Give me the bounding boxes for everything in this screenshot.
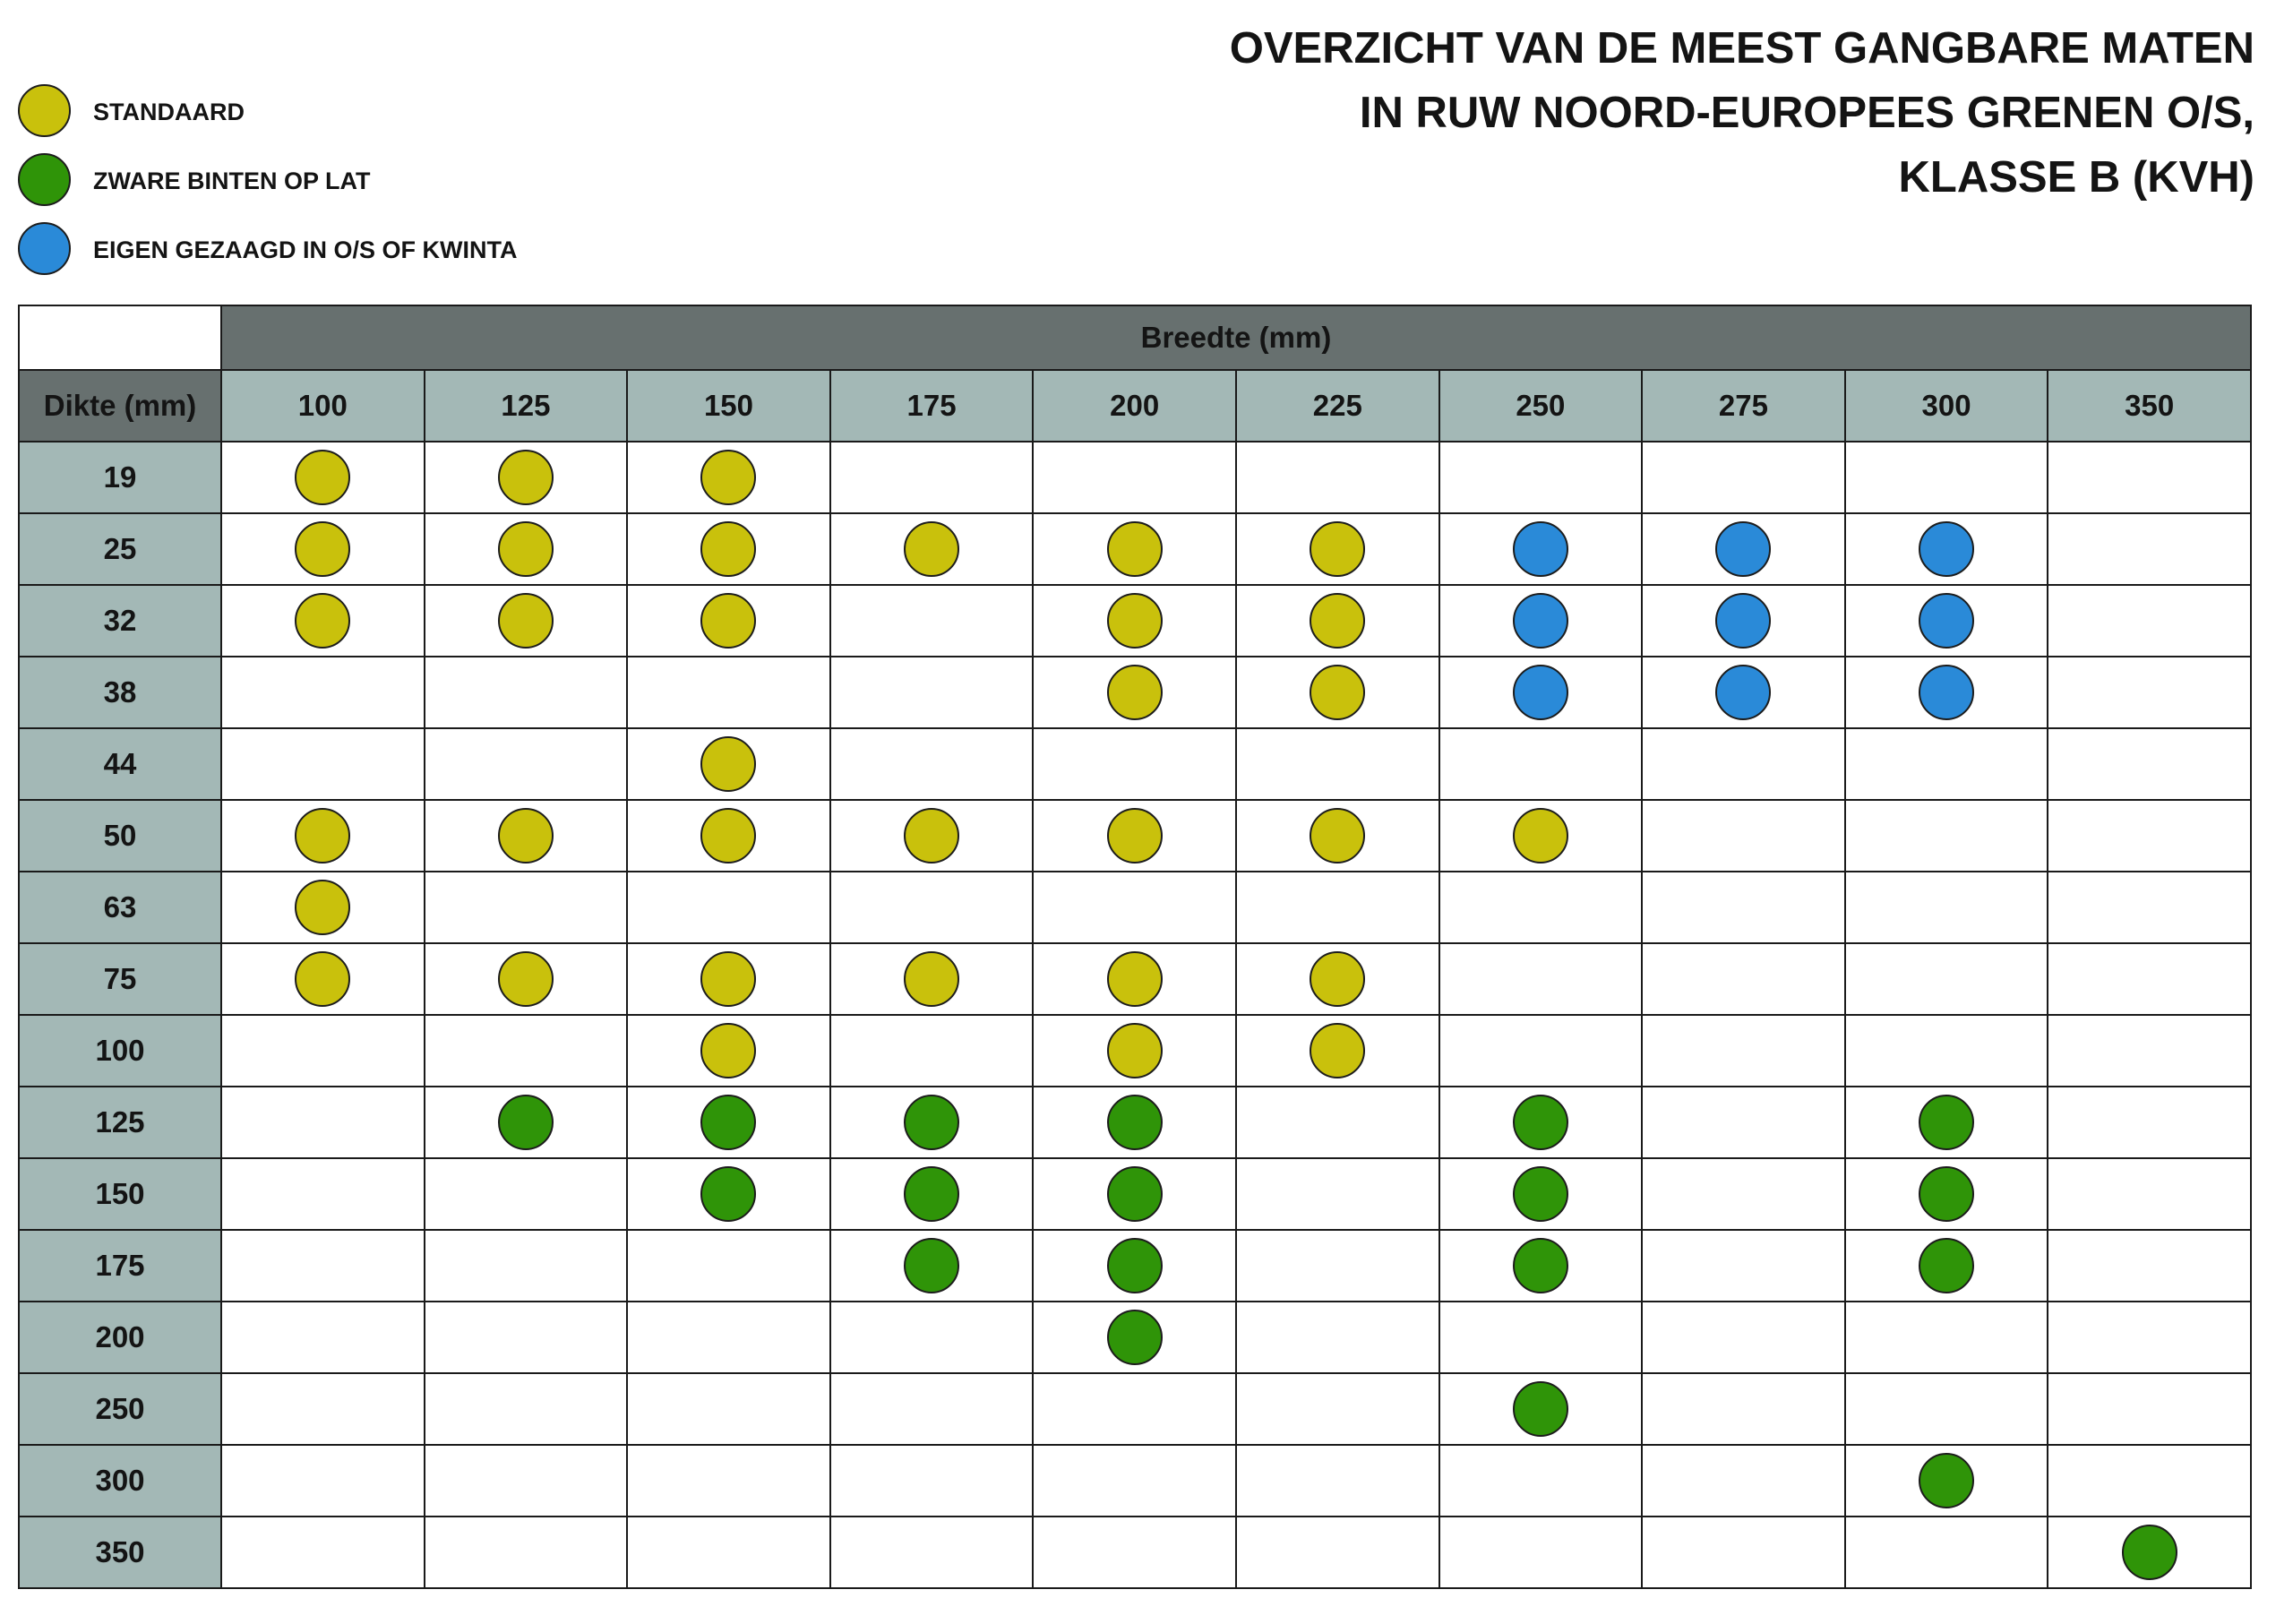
- table-cell: [1642, 1373, 1845, 1445]
- eigen-dot-icon: [1513, 665, 1568, 720]
- eigen-dot-icon: [1715, 665, 1771, 720]
- standaard-dot-icon: [295, 450, 350, 505]
- table-cell: [1845, 585, 2048, 657]
- dikte-label: 19: [19, 442, 221, 513]
- table-cell: [1642, 1230, 1845, 1302]
- zwaar-dot-icon: [1513, 1095, 1568, 1150]
- table-cell: [830, 872, 1034, 943]
- table-cell: [1642, 657, 1845, 728]
- table-cell: [1236, 943, 1439, 1015]
- table-row: [19, 657, 2251, 728]
- table-cell: [1033, 872, 1236, 943]
- table-cell: [1236, 1087, 1439, 1158]
- table-cell: [1236, 442, 1439, 513]
- table-cell: [627, 872, 830, 943]
- eigen-dot-icon: [1715, 593, 1771, 649]
- table-cell: [1642, 1445, 1845, 1517]
- eigen-dot-icon: [1513, 521, 1568, 577]
- dikte-label: 50: [19, 800, 221, 872]
- table-cell: [830, 1158, 1034, 1230]
- table-cell: [221, 800, 425, 872]
- zwaar-dot-icon: [1513, 1166, 1568, 1222]
- table-cell: [1439, 1230, 1643, 1302]
- standaard-dot-icon: [700, 450, 756, 505]
- zwaar-dot-icon: [498, 1095, 554, 1150]
- table-cell: [1236, 1230, 1439, 1302]
- zwaar-dot-icon: [1107, 1238, 1163, 1293]
- table-cell: [1845, 872, 2048, 943]
- table-cell: [2048, 1015, 2251, 1087]
- table-row: [19, 1302, 2251, 1373]
- table-cell: [1439, 1087, 1643, 1158]
- table-cell: [1236, 1302, 1439, 1373]
- table-cell: [1642, 585, 1845, 657]
- table-cell: [425, 1373, 628, 1445]
- legend-label: STANDAARD: [93, 99, 245, 125]
- table-cell: [1236, 1015, 1439, 1087]
- legend-label: EIGEN GEZAAGD IN O/S OF KWINTA: [93, 236, 518, 263]
- table-cell: [221, 513, 425, 585]
- width-header-275: 275: [1642, 370, 1845, 442]
- table-cell: [221, 657, 425, 728]
- table-cell: [1845, 1087, 2048, 1158]
- table-cell: [830, 1517, 1034, 1588]
- table-cell: [830, 728, 1034, 800]
- standaard-dot-icon: [498, 593, 554, 649]
- table-cell: [830, 442, 1034, 513]
- table-cell: [425, 800, 628, 872]
- standaard-dot-icon: [1310, 521, 1365, 577]
- zwaar-dot-icon: [1513, 1238, 1568, 1293]
- dikte-label: 32: [19, 585, 221, 657]
- table-cell: [1236, 872, 1439, 943]
- table-cell: [2048, 513, 2251, 585]
- table-cell: [1642, 1302, 1845, 1373]
- table-cell: [221, 442, 425, 513]
- dikte-label: 200: [19, 1302, 221, 1373]
- table-cell: [1033, 1158, 1236, 1230]
- table-cell: [1642, 800, 1845, 872]
- standaard-dot-icon: [700, 1023, 756, 1078]
- eigen-dot-icon: [1513, 593, 1568, 649]
- table-cell: [830, 1087, 1034, 1158]
- standaard-dot-icon: [1310, 808, 1365, 864]
- table-cell: [1033, 1230, 1236, 1302]
- zwaar-dot-icon: [1919, 1095, 1974, 1150]
- table-cell: [2048, 1230, 2251, 1302]
- table-cell: [1845, 442, 2048, 513]
- dikte-label: 125: [19, 1087, 221, 1158]
- table-cell: [1845, 1158, 2048, 1230]
- breedte-header: Breedte (mm): [221, 305, 2251, 370]
- table-cell: [1236, 1158, 1439, 1230]
- dikte-label: 150: [19, 1158, 221, 1230]
- table-cell: [627, 1445, 830, 1517]
- table-row: [19, 1087, 2251, 1158]
- table-cell: [1236, 657, 1439, 728]
- table-cell: [1033, 1087, 1236, 1158]
- table-cell: [425, 585, 628, 657]
- width-header-250: 250: [1439, 370, 1643, 442]
- table-cell: [1845, 1373, 2048, 1445]
- zwaar-dot-icon: [700, 1095, 756, 1150]
- standaard-dot-icon: [1107, 1023, 1163, 1078]
- table-cell: [2048, 1158, 2251, 1230]
- table-cell: [830, 585, 1034, 657]
- standaard-dot-icon: [700, 808, 756, 864]
- dikte-label: 350: [19, 1517, 221, 1588]
- zwaar-dot-icon: [1919, 1238, 1974, 1293]
- table-cell: [221, 1445, 425, 1517]
- zwaar-dot-icon: [700, 1166, 756, 1222]
- table-cell: [627, 800, 830, 872]
- table-cell: [627, 585, 830, 657]
- legend-dot-standaard-icon: [18, 84, 71, 137]
- dikte-label: 175: [19, 1230, 221, 1302]
- table-row: [19, 728, 2251, 800]
- eigen-dot-icon: [1919, 521, 1974, 577]
- eigen-dot-icon: [1715, 521, 1771, 577]
- table-cell: [1439, 1373, 1643, 1445]
- table-cell: [1439, 442, 1643, 513]
- table-cell: [1642, 872, 1845, 943]
- standaard-dot-icon: [295, 880, 350, 935]
- table-cell: [1845, 728, 2048, 800]
- table-cell: [1642, 728, 1845, 800]
- legend-label: ZWARE BINTEN OP LAT: [93, 168, 371, 194]
- table-cell: [425, 1517, 628, 1588]
- table-cell: [221, 943, 425, 1015]
- dikte-label: 75: [19, 943, 221, 1015]
- table-cell: [2048, 1087, 2251, 1158]
- table-cell: [627, 1230, 830, 1302]
- table-cell: [2048, 585, 2251, 657]
- width-header-150: 150: [627, 370, 830, 442]
- table-cell: [1236, 800, 1439, 872]
- table-cell: [1845, 1517, 2048, 1588]
- width-header-225: 225: [1236, 370, 1439, 442]
- table-cell: [2048, 1517, 2251, 1588]
- table-cell: [425, 1158, 628, 1230]
- table-cell: [1033, 1517, 1236, 1588]
- table-cell: [1845, 943, 2048, 1015]
- table-cell: [1033, 800, 1236, 872]
- table-cell: [830, 513, 1034, 585]
- table-row: [19, 1517, 2251, 1588]
- table-cell: [1642, 442, 1845, 513]
- table-cell: [221, 1230, 425, 1302]
- table-cell: [221, 585, 425, 657]
- table-cell: [425, 1087, 628, 1158]
- standaard-dot-icon: [1310, 1023, 1365, 1078]
- dikte-header: Dikte (mm): [19, 370, 221, 442]
- legend-dot-zwaar-icon: [18, 153, 71, 206]
- standaard-dot-icon: [295, 521, 350, 577]
- table-row: [19, 585, 2251, 657]
- table-cell: [1845, 1230, 2048, 1302]
- table-cell: [425, 657, 628, 728]
- standaard-dot-icon: [295, 808, 350, 864]
- table-cell: [627, 1302, 830, 1373]
- standaard-dot-icon: [700, 736, 756, 792]
- standaard-dot-icon: [700, 593, 756, 649]
- standaard-dot-icon: [498, 521, 554, 577]
- table-cell: [627, 943, 830, 1015]
- table-cell: [1642, 1517, 1845, 1588]
- table-cell: [2048, 943, 2251, 1015]
- dikte-label: 300: [19, 1445, 221, 1517]
- table-cell: [1236, 513, 1439, 585]
- standaard-dot-icon: [295, 951, 350, 1007]
- page-title: [911, 16, 2254, 210]
- zwaar-dot-icon: [904, 1238, 959, 1293]
- table-row: [19, 800, 2251, 872]
- table-cell: [1439, 943, 1643, 1015]
- table-cell: [1033, 1445, 1236, 1517]
- table-cell: [2048, 800, 2251, 872]
- zwaar-dot-icon: [1919, 1166, 1974, 1222]
- table-cell: [425, 728, 628, 800]
- table-cell: [425, 442, 628, 513]
- table-cell: [425, 872, 628, 943]
- table-cell: [627, 1087, 830, 1158]
- table-row: [19, 1015, 2251, 1087]
- table-cell: [1642, 943, 1845, 1015]
- table-cell: [1642, 513, 1845, 585]
- title-line-3: KLASSE B (KVH): [1898, 153, 2254, 202]
- title-line-2: IN RUW NOORD-EUROPEES GRENEN O/S,: [1359, 89, 2254, 137]
- table-cell: [1033, 442, 1236, 513]
- table-cell: [830, 800, 1034, 872]
- table-cell: [1642, 1015, 1845, 1087]
- width-header-200: 200: [1033, 370, 1236, 442]
- width-header-300: 300: [1845, 370, 2048, 442]
- table-cell: [1439, 1302, 1643, 1373]
- table-cell: [627, 1015, 830, 1087]
- table-cell: [1845, 1445, 2048, 1517]
- table-cell: [1845, 1302, 2048, 1373]
- standaard-dot-icon: [700, 951, 756, 1007]
- standaard-dot-icon: [700, 521, 756, 577]
- table-cell: [221, 1373, 425, 1445]
- title-line-1: OVERZICHT VAN DE MEEST GANGBARE MATEN: [1229, 24, 2254, 73]
- standaard-dot-icon: [904, 951, 959, 1007]
- table-cell: [1439, 657, 1643, 728]
- table-row: [19, 943, 2251, 1015]
- eigen-dot-icon: [1919, 665, 1974, 720]
- table-cell: [425, 1445, 628, 1517]
- zwaar-dot-icon: [1107, 1095, 1163, 1150]
- table-cell: [2048, 872, 2251, 943]
- standaard-dot-icon: [1107, 951, 1163, 1007]
- standaard-dot-icon: [1107, 665, 1163, 720]
- table-row: [19, 1158, 2251, 1230]
- table-row: [19, 1230, 2251, 1302]
- standaard-dot-icon: [1107, 808, 1163, 864]
- table-cell: [627, 513, 830, 585]
- table-cell: [1033, 943, 1236, 1015]
- table-cell: [425, 1015, 628, 1087]
- table-cell: [830, 943, 1034, 1015]
- dikte-label: 250: [19, 1373, 221, 1445]
- table-cell: [627, 1158, 830, 1230]
- dikte-label: 63: [19, 872, 221, 943]
- table-cell: [1236, 1517, 1439, 1588]
- standaard-dot-icon: [1310, 951, 1365, 1007]
- table-cell: [830, 1373, 1034, 1445]
- zwaar-dot-icon: [904, 1095, 959, 1150]
- table-cell: [425, 1230, 628, 1302]
- width-header-100: 100: [221, 370, 425, 442]
- table-row: [19, 1373, 2251, 1445]
- table-cell: [1845, 513, 2048, 585]
- table-cell: [1033, 728, 1236, 800]
- table-cell: [2048, 1445, 2251, 1517]
- table-cell: [2048, 442, 2251, 513]
- table-cell: [1033, 657, 1236, 728]
- width-header-125: 125: [425, 370, 628, 442]
- table-cell: [1439, 585, 1643, 657]
- table-cell: [2048, 1373, 2251, 1445]
- table-cell: [627, 728, 830, 800]
- table-cell: [221, 728, 425, 800]
- dikte-label: 38: [19, 657, 221, 728]
- standaard-dot-icon: [295, 593, 350, 649]
- table-cell: [1439, 800, 1643, 872]
- zwaar-dot-icon: [1513, 1381, 1568, 1437]
- dikte-label: 44: [19, 728, 221, 800]
- zwaar-dot-icon: [904, 1166, 959, 1222]
- zwaar-dot-icon: [1107, 1310, 1163, 1365]
- standaard-dot-icon: [1107, 521, 1163, 577]
- table-cell: [830, 1015, 1034, 1087]
- table-cell: [221, 1087, 425, 1158]
- standaard-dot-icon: [498, 951, 554, 1007]
- table-cell: [1439, 1158, 1643, 1230]
- standaard-dot-icon: [498, 450, 554, 505]
- eigen-dot-icon: [1919, 593, 1974, 649]
- table-cell: [221, 1517, 425, 1588]
- table-cell: [1236, 1373, 1439, 1445]
- table-cell: [425, 1302, 628, 1373]
- table-cell: [1033, 585, 1236, 657]
- table-cell: [1033, 1302, 1236, 1373]
- table-cell: [830, 1445, 1034, 1517]
- table-corner: [19, 305, 221, 370]
- table-row: [19, 1445, 2251, 1517]
- table-cell: [1236, 728, 1439, 800]
- table-cell: [2048, 1302, 2251, 1373]
- standaard-dot-icon: [1107, 593, 1163, 649]
- table-cell: [627, 442, 830, 513]
- table-row: [19, 872, 2251, 943]
- dikte-label: 100: [19, 1015, 221, 1087]
- table-cell: [1439, 872, 1643, 943]
- standaard-dot-icon: [1310, 665, 1365, 720]
- table-cell: [1642, 1087, 1845, 1158]
- table-cell: [1033, 1015, 1236, 1087]
- table-cell: [1642, 1158, 1845, 1230]
- table-cell: [1439, 1445, 1643, 1517]
- table-cell: [627, 657, 830, 728]
- dikte-label: 25: [19, 513, 221, 585]
- table-cell: [627, 1373, 830, 1445]
- table-cell: [2048, 728, 2251, 800]
- table-cell: [1439, 513, 1643, 585]
- zwaar-dot-icon: [1919, 1453, 1974, 1508]
- table-cell: [627, 1517, 830, 1588]
- standaard-dot-icon: [904, 521, 959, 577]
- legend-dot-eigen-icon: [18, 222, 71, 275]
- zwaar-dot-icon: [2122, 1525, 2177, 1580]
- table-cell: [1439, 1015, 1643, 1087]
- table-cell: [425, 943, 628, 1015]
- table-row: [19, 513, 2251, 585]
- standaard-dot-icon: [1310, 593, 1365, 649]
- table-cell: [1236, 1445, 1439, 1517]
- table-cell: [1845, 1015, 2048, 1087]
- table-row: [19, 442, 2251, 513]
- table-cell: [221, 1015, 425, 1087]
- table-cell: [221, 872, 425, 943]
- table-cell: [830, 1302, 1034, 1373]
- table-cell: [1845, 657, 2048, 728]
- standaard-dot-icon: [904, 808, 959, 864]
- table-cell: [1236, 585, 1439, 657]
- table-cell: [1439, 1517, 1643, 1588]
- table-cell: [830, 657, 1034, 728]
- table-cell: [1845, 800, 2048, 872]
- table-cell: [1439, 728, 1643, 800]
- zwaar-dot-icon: [1107, 1166, 1163, 1222]
- table-cell: [1033, 513, 1236, 585]
- table-cell: [425, 513, 628, 585]
- sizes-table: [18, 305, 2252, 1589]
- table-cell: [1033, 1373, 1236, 1445]
- width-header-175: 175: [830, 370, 1034, 442]
- table-cell: [221, 1158, 425, 1230]
- table-cell: [830, 1230, 1034, 1302]
- table-cell: [221, 1302, 425, 1373]
- standaard-dot-icon: [498, 808, 554, 864]
- width-header-350: 350: [2048, 370, 2251, 442]
- table-cell: [2048, 657, 2251, 728]
- standaard-dot-icon: [1513, 808, 1568, 864]
